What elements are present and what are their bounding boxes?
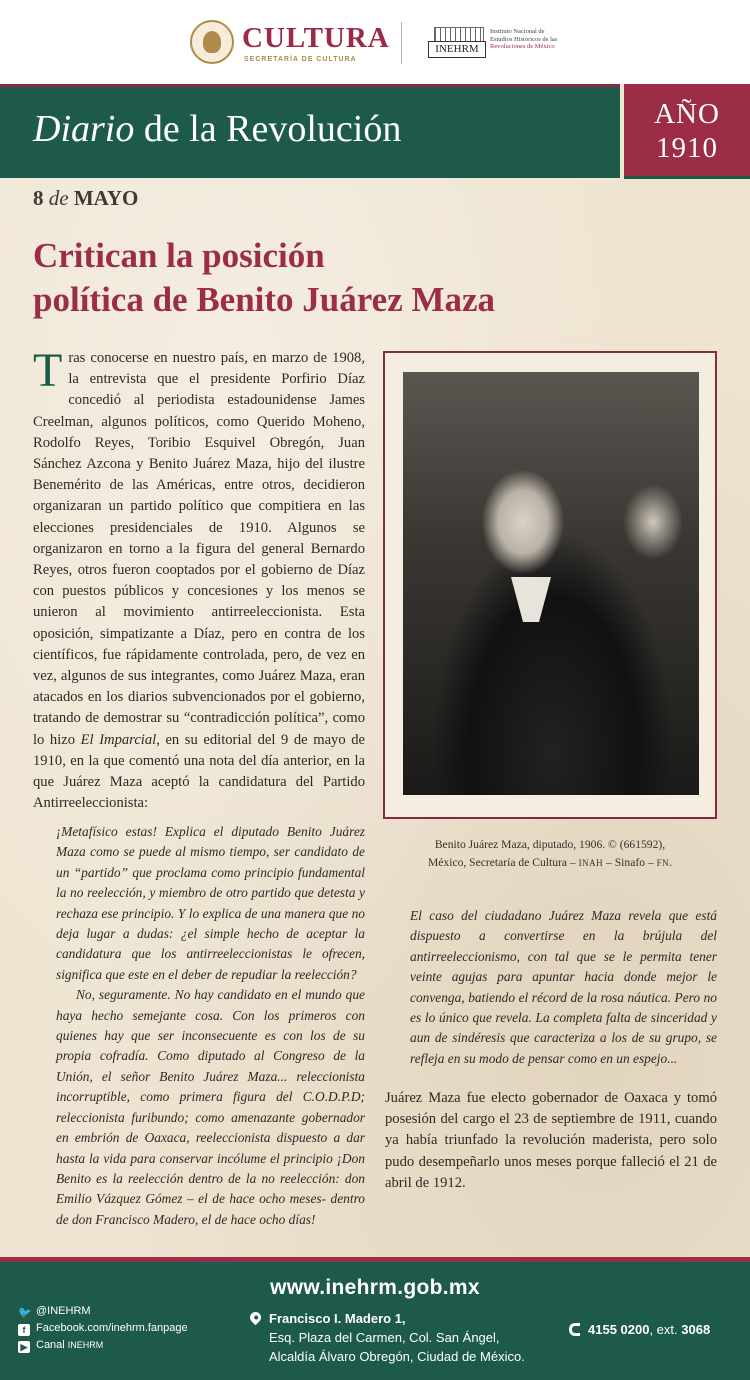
- photo-caption: Benito Juárez Maza, diputado, 1906. © (661592), México, Secretaría de Cultura – INAH – Sinafo – FN.: [427, 838, 673, 869]
- drop-cap: T: [33, 344, 63, 397]
- youtube-icon: ▶: [18, 1341, 30, 1353]
- twitter-link[interactable]: 🐦 @INEHRM: [18, 1305, 91, 1319]
- quote-paragraph: No, seguramente. No hay candidato en el mundo que haya hecho semejante cosa. Con los primeros con quienes hay que ser inconsecuente es con los de su propia cofradía. Como diputado al Congreso de la Unión, el señor Benito Juárez Maza... releccionista incorruptible, como primera figura del C.O.D.P.D; releccionista furibundo; como amenazante gobernador en embrión de Oaxaca, reeleccionista dispuesto a dar hasta la vida para conservar incólume el principio ¡Don Benito es la reelección dentro de la no reelección: don Emilio Vázquez Gómez – el de hace ocho meses- dentro de don Francisco Madero, el de hace ocho días!: [56, 987, 365, 1227]
- logo-divider: [401, 22, 402, 64]
- facebook-icon: f: [18, 1324, 30, 1336]
- phone-icon: [569, 1323, 580, 1336]
- year-value: 1910: [656, 132, 718, 164]
- inehrm-description: Instituto Nacional de Estudios Históricos de las Revoluciones de México: [490, 28, 558, 51]
- article-date: 8 de MAYO: [33, 186, 139, 210]
- cultura-logo[interactable]: [190, 20, 390, 66]
- quote-continuation: El caso del ciudadano Juárez Maza revela que está dispuesto a convertirse en la brújula del antirreeleccionismo, con tal que se le permita tener veinte agujas para apuntar hacia donde mejor le convenga, batiendo el récord de la rosa náutica. Pero no es lo único que revela. La completa falta de sinceridad y aun de sindéresis que caracteriza a los de su grupo, se refleja en su modo de pensar como en un espejo...: [410, 908, 717, 1066]
- photo-collar: [511, 577, 551, 622]
- top-header: [0, 0, 750, 84]
- portrait-photo[interactable]: [403, 372, 699, 795]
- eagle-emblem-icon: [190, 20, 234, 64]
- publication-title: Diario de la Revolución: [33, 108, 402, 150]
- inehrm-logo[interactable]: [428, 27, 568, 61]
- quote-paragraph: ¡Metafísico estas! Explica el diputado Benito Juárez Maza como se puede al mismo tiempo, ser candidato de un “partido” que proclama como principio fundamental la no reelección, y miembro de otro partido que detesta y rechaza ese principio. Y lo explica de una manera que no deja lugar a dudas: ¿el simple hecho de aceptar la candidatura que los antirreeleccionistas le ofrecen, significa que este en el deber de repudiar la reelección?: [56, 824, 365, 982]
- year-badge: [624, 84, 750, 176]
- building-icon: [434, 27, 484, 41]
- footer: www.inehrm.gob.mx 🐦 @INEHRM f Facebook.com/inehrm.fanpage ▶ Canal INEHRM Francisco I. Madero 1, Esq. Plaza del Carmen, Col. San Ángel, Alcaldía Álvaro Obregón, Ciudad de México. 4155 0200, ext. 3068: [0, 1262, 750, 1380]
- title-band: [0, 84, 620, 178]
- twitter-icon: 🐦: [18, 1307, 32, 1319]
- headline: Critican la posición política de Benito Juárez Maza: [33, 236, 496, 319]
- inehrm-wordmark: INEHRM: [428, 41, 486, 58]
- cultura-wordmark: CULTURA: [242, 22, 390, 54]
- article-body: Tras conocerse en nuestro país, en marzo de 1908, la entrevista que el presidente Porfirio Díaz concedió al periodista estadounidense James Creelman, algunos políticos, como Querido Moheno, Rodolfo Reyes, Toribio Esquivel Obregón, Juan Sánchez Azcona y Benito Juárez Maza, hijo del ilustre Benemérito de las Américas, entre otros, decidieron organizaran un partido político que compitiera en las elecciones presidenciales de 1910. Algunos se organizaron en torno a la figura del general Bernardo Reyes, otros fueron cooptados por el gobierno de Díaz con puestos públicos y concesiones y los menos se unieron al movimiento antirreeleccionista. Esta oposición, simpatizante a Díaz, pero en contra de los científicos, fue rápidamente controlada, pero, de vez en vez, algunos de sus integrantes, como Juárez Maza, eran atacados en los diarios subvencionados por el gobierno, tratando de demostrar su “contradicción política”, como lo hizo El Imparcial, en su editorial del 9 de mayo de 1910, en la que comentó una nota del día anterior, en la que Juárez Maza aceptó la candidatura del Partido Antirreeleccionista:: [33, 344, 365, 812]
- facebook-link[interactable]: f Facebook.com/inehrm.fanpage: [18, 1320, 188, 1336]
- year-label: AÑO: [654, 98, 720, 130]
- youtube-link[interactable]: ▶ Canal INEHRM: [18, 1337, 103, 1353]
- website-link[interactable]: www.inehrm.gob.mx: [270, 1276, 480, 1299]
- cultura-subtitle: SECRETARÍA DE CULTURA: [244, 56, 357, 63]
- location-pin-icon: [248, 1310, 264, 1326]
- article-conclusion: Juárez Maza fue electo gobernador de Oaxaca y tomó posesión del cargo el 23 de septiembre de 1911, cuando ya había triunfado la revolución maderista, pero solo pudo desempeñarlo unos meses porque falleció el 21 de abril de 1912.: [385, 1090, 717, 1191]
- quote-block: [56, 822, 365, 1230]
- phone-number[interactable]: 4155 0200, ext. 3068: [569, 1322, 710, 1337]
